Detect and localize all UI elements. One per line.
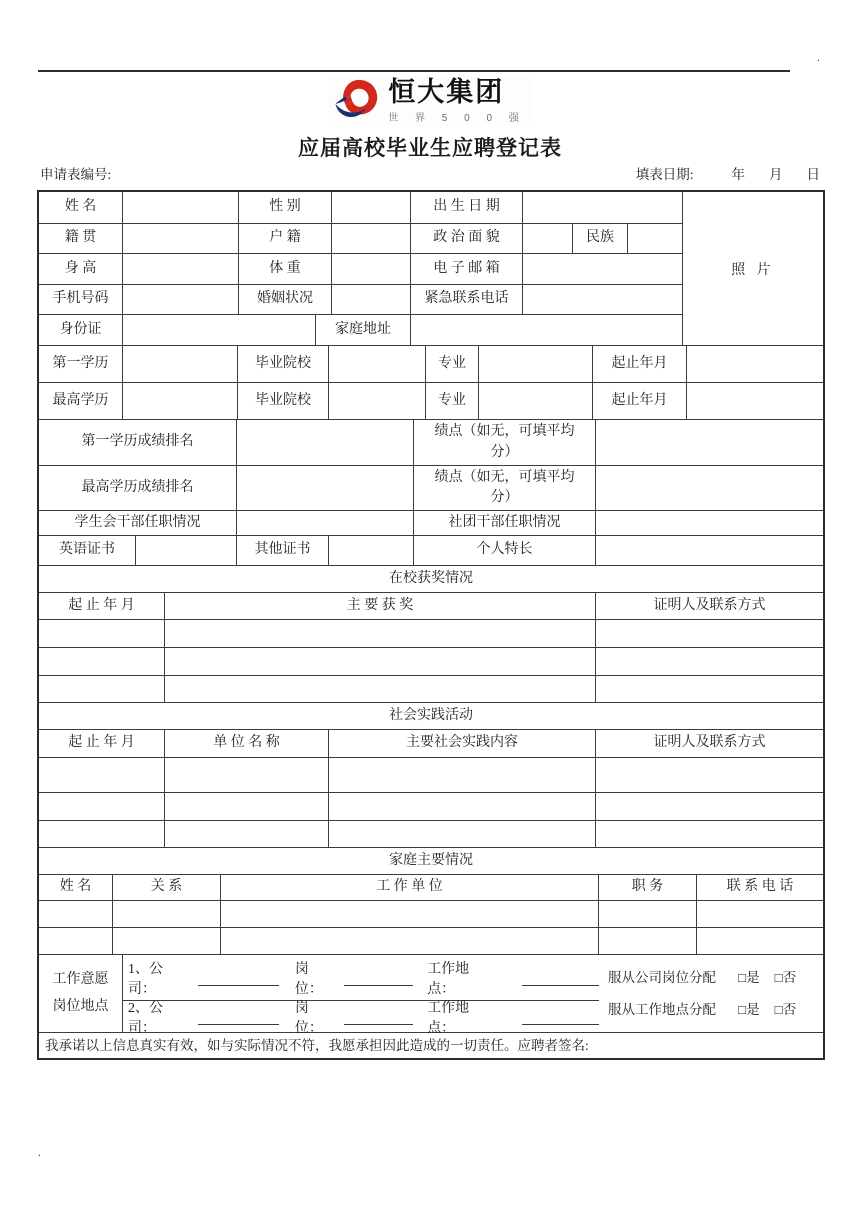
work-preference-label bbox=[39, 955, 123, 1032]
political-status-input-cell[interactable] bbox=[523, 224, 573, 253]
emergency-phone-input-cell[interactable] bbox=[523, 285, 683, 314]
row-highest-rank-gpa bbox=[39, 466, 823, 511]
awards-data-row bbox=[39, 620, 823, 648]
practice-col-period: 起 止 年 月 bbox=[39, 730, 165, 757]
family-title-cell[interactable] bbox=[599, 901, 697, 927]
family-section-title: 家庭主要情况 bbox=[389, 852, 473, 868]
practice-col-org: 单 位 名 称 bbox=[165, 730, 329, 757]
dob-input-cell[interactable] bbox=[523, 192, 683, 223]
id-card-label: 身份证 bbox=[39, 315, 123, 345]
highest-rank-input-cell[interactable] bbox=[237, 466, 414, 510]
height-input-cell[interactable] bbox=[123, 254, 239, 284]
political-status-label: 政 治 面 貌 bbox=[411, 224, 523, 253]
marital-input-cell[interactable] bbox=[332, 285, 411, 314]
award-main-cell[interactable] bbox=[165, 676, 596, 702]
awards-header-row bbox=[39, 593, 823, 620]
emergency-phone-label: 紧急联系电话 bbox=[411, 285, 523, 314]
family-title-cell[interactable] bbox=[599, 928, 697, 954]
family-org-cell[interactable] bbox=[221, 928, 599, 954]
sex-label: 性 别 bbox=[239, 192, 332, 223]
row-native-household-political bbox=[39, 224, 683, 254]
choice1-location-label: 工作地点： bbox=[427, 961, 470, 997]
practice-section-title-row bbox=[39, 703, 823, 730]
stray-dot-bottom-left: . bbox=[38, 1147, 41, 1159]
name-input-cell[interactable] bbox=[123, 192, 239, 223]
first-major-input-cell[interactable] bbox=[479, 346, 593, 382]
obey-post-yes-checkbox[interactable]: □是 bbox=[738, 969, 760, 985]
form-number-label: 申请表编号: bbox=[40, 167, 112, 182]
first-school-input-cell[interactable] bbox=[329, 346, 426, 382]
student-union-label: 学生会干部任职情况 bbox=[39, 511, 237, 535]
first-gpa-label: 绩点（如无，可填平均分） bbox=[414, 420, 596, 465]
application-table bbox=[37, 190, 825, 1060]
awards-data-row bbox=[39, 676, 823, 703]
award-period-cell[interactable] bbox=[39, 620, 165, 647]
awards-section-title-row bbox=[39, 566, 823, 593]
row-name-sex-dob bbox=[39, 192, 683, 224]
company-logo bbox=[0, 76, 860, 126]
first-school-label: 毕业院校 bbox=[238, 346, 329, 382]
email-label: 电 子 邮 箱 bbox=[411, 254, 523, 284]
award-ref-cell[interactable] bbox=[596, 676, 823, 702]
family-col-phone: 联 系 电 话 bbox=[726, 879, 794, 895]
first-period-input-cell[interactable] bbox=[687, 346, 823, 382]
highest-period-label: 起止年月 bbox=[593, 383, 687, 419]
choice1-company-label: 1、公司： bbox=[128, 961, 163, 997]
practice-col-ref: 证明人及联系方式 bbox=[653, 735, 766, 751]
native-place-label: 籍 贯 bbox=[39, 224, 123, 253]
practice-data-row bbox=[39, 821, 823, 848]
year-label: 年 bbox=[731, 167, 745, 182]
row-first-rank-gpa bbox=[39, 420, 823, 466]
declaration-row bbox=[39, 1033, 823, 1058]
row-first-degree bbox=[39, 346, 823, 383]
awards-col-ref: 证明人及联系方式 bbox=[653, 597, 766, 613]
highest-major-label: 专业 bbox=[426, 383, 479, 419]
ethnic-label: 民族 bbox=[573, 224, 628, 253]
highest-period-input-cell[interactable] bbox=[687, 383, 823, 419]
family-col-name: 姓 名 bbox=[39, 875, 113, 900]
basic-info-left bbox=[39, 192, 683, 345]
practice-period-cell[interactable] bbox=[39, 821, 165, 847]
obey-post-label: 服从公司岗位分配 bbox=[608, 969, 716, 985]
id-card-input-cell[interactable] bbox=[123, 315, 316, 345]
award-ref-cell[interactable] bbox=[596, 648, 823, 675]
highest-gpa-label: 绩点（如无，可填平均分） bbox=[414, 466, 596, 510]
evergrande-emblem-icon bbox=[334, 78, 382, 124]
english-cert-input-cell[interactable] bbox=[136, 536, 237, 565]
highest-gpa-input-cell[interactable] bbox=[596, 466, 823, 510]
specialty-input-cell[interactable] bbox=[596, 536, 823, 565]
row-cadre bbox=[39, 511, 823, 536]
fill-date-label: 填表日期: bbox=[635, 167, 694, 182]
practice-org-cell[interactable] bbox=[165, 793, 329, 820]
highest-school-label: 毕业院校 bbox=[238, 383, 329, 419]
household-label: 户 籍 bbox=[239, 224, 332, 253]
first-rank-input-cell[interactable] bbox=[237, 420, 414, 465]
mobile-input-cell[interactable] bbox=[123, 285, 239, 314]
work-choice-row-1 bbox=[123, 955, 599, 1001]
english-cert-label: 英语证书 bbox=[39, 536, 136, 565]
first-degree-input-cell[interactable] bbox=[123, 346, 238, 382]
award-ref-cell[interactable] bbox=[596, 620, 823, 647]
first-gpa-input-cell[interactable] bbox=[596, 420, 823, 465]
email-input-cell[interactable] bbox=[523, 254, 683, 284]
practice-col-content: 主要社会实践内容 bbox=[329, 730, 596, 757]
month-label: 月 bbox=[769, 167, 783, 182]
award-main-cell[interactable] bbox=[165, 648, 596, 675]
practice-period-cell[interactable] bbox=[39, 758, 165, 792]
row-highest-degree bbox=[39, 383, 823, 420]
marital-label: 婚姻状况 bbox=[239, 285, 332, 314]
practice-period-cell[interactable] bbox=[39, 793, 165, 820]
award-period-cell[interactable] bbox=[39, 648, 165, 675]
home-address-label: 家庭地址 bbox=[316, 315, 411, 345]
mobile-label: 手机号码 bbox=[39, 285, 123, 314]
work-preference-middle bbox=[123, 955, 599, 1036]
weight-input-cell[interactable] bbox=[332, 254, 411, 284]
first-rank-label: 第一学历成绩排名 bbox=[39, 420, 237, 465]
choice2-company-label: 2、公司： bbox=[128, 1000, 163, 1036]
highest-major-input-cell[interactable] bbox=[479, 383, 593, 419]
practice-content-cell[interactable] bbox=[329, 758, 596, 792]
family-phone-cell[interactable] bbox=[697, 901, 823, 927]
stray-dot-top-right: . bbox=[817, 52, 820, 64]
obey-location-line bbox=[599, 1000, 823, 1020]
choice2-location-label: 工作地点： bbox=[427, 1000, 470, 1036]
family-name-cell[interactable] bbox=[39, 901, 113, 927]
first-major-label: 专业 bbox=[426, 346, 479, 382]
company-tagline: 世 界 5 0 0 强 bbox=[388, 112, 526, 124]
highest-degree-label: 最高学历 bbox=[39, 383, 123, 419]
student-union-input-cell[interactable] bbox=[237, 511, 414, 535]
work-preference-label-line2: 岗位地点 bbox=[52, 998, 109, 1014]
club-cadre-label: 社团干部任职情况 bbox=[414, 511, 596, 535]
choice1-location-input[interactable] bbox=[522, 970, 599, 986]
family-col-org: 工 作 单 位 bbox=[221, 875, 599, 900]
obey-location-no-checkbox[interactable]: □否 bbox=[774, 1001, 797, 1017]
family-org-cell[interactable] bbox=[221, 901, 599, 927]
highest-rank-label: 最高学历成绩排名 bbox=[39, 466, 237, 510]
form-title: 应届高校毕业生应聘登记表 bbox=[298, 136, 562, 160]
choice1-post-input[interactable] bbox=[344, 970, 413, 986]
family-data-row bbox=[39, 928, 823, 955]
row-id-address bbox=[39, 315, 683, 345]
basic-info-section bbox=[39, 192, 823, 345]
company-name: 恒大集团 bbox=[388, 77, 505, 108]
choice1-post-label: 岗位： bbox=[294, 961, 323, 997]
family-relation-cell[interactable] bbox=[113, 928, 221, 954]
award-period-cell[interactable] bbox=[39, 676, 165, 702]
highest-degree-input-cell[interactable] bbox=[123, 383, 238, 419]
awards-section-title: 在校获奖情况 bbox=[389, 570, 473, 586]
obey-post-line bbox=[599, 968, 823, 988]
work-preference-label-line1: 工作意愿 bbox=[52, 971, 109, 987]
meta-line bbox=[40, 163, 826, 183]
home-address-input-cell[interactable] bbox=[411, 315, 683, 345]
highest-school-input-cell[interactable] bbox=[329, 383, 426, 419]
company-logo-inner bbox=[328, 76, 532, 126]
company-logo-text-block bbox=[388, 78, 526, 123]
row-height-weight-email bbox=[39, 254, 683, 285]
obey-location-yes-checkbox[interactable]: □是 bbox=[738, 1001, 760, 1017]
other-cert-label: 其他证书 bbox=[237, 536, 329, 565]
practice-header-row bbox=[39, 730, 823, 758]
practice-org-cell[interactable] bbox=[165, 758, 329, 792]
work-preference-section bbox=[39, 955, 823, 1036]
first-period-label: 起止年月 bbox=[593, 346, 687, 382]
family-relation-cell[interactable] bbox=[113, 901, 221, 927]
row-mobile-marital-emergency bbox=[39, 285, 683, 315]
obey-post-no-checkbox[interactable]: □否 bbox=[774, 969, 797, 985]
club-cadre-input-cell[interactable] bbox=[596, 511, 823, 535]
practice-data-row bbox=[39, 758, 823, 793]
practice-ref-cell[interactable] bbox=[596, 758, 823, 792]
award-main-cell[interactable] bbox=[165, 620, 596, 647]
work-choice-row-2 bbox=[123, 1000, 599, 1036]
sex-input-cell[interactable] bbox=[332, 192, 411, 223]
name-label: 姓 名 bbox=[39, 192, 123, 223]
weight-label: 体 重 bbox=[239, 254, 332, 284]
choice1-company-input[interactable] bbox=[198, 970, 279, 986]
practice-org-cell[interactable] bbox=[165, 821, 329, 847]
practice-content-cell[interactable] bbox=[329, 821, 596, 847]
practice-section-title: 社会实践活动 bbox=[389, 707, 473, 723]
family-col-relation: 关 系 bbox=[113, 875, 221, 900]
other-cert-input-cell[interactable] bbox=[329, 536, 414, 565]
row-certificates bbox=[39, 536, 823, 566]
family-col-title: 职 务 bbox=[599, 875, 697, 900]
declaration-text: 我承诺以上信息真实有效，如与实际情况不符，我愿承担因此造成的一切责任。应聘者签名: bbox=[45, 1037, 589, 1053]
household-input-cell[interactable] bbox=[332, 224, 411, 253]
family-section-title-row bbox=[39, 848, 823, 875]
fill-date-group bbox=[636, 163, 826, 183]
practice-content-cell[interactable] bbox=[329, 793, 596, 820]
specialty-label: 个人特长 bbox=[414, 536, 596, 565]
choice2-company-input[interactable] bbox=[198, 1009, 279, 1025]
first-degree-label: 第一学历 bbox=[39, 346, 123, 382]
day-label: 日 bbox=[806, 167, 820, 182]
family-phone-cell[interactable] bbox=[697, 928, 823, 954]
choice2-post-label: 岗位： bbox=[294, 1000, 323, 1036]
height-label: 身 高 bbox=[39, 254, 123, 284]
awards-col-main: 主 要 获 奖 bbox=[165, 593, 596, 619]
top-rule bbox=[38, 70, 790, 72]
obey-assignment-cell bbox=[599, 955, 823, 1032]
family-header-row bbox=[39, 875, 823, 901]
dob-label: 出 生 日 期 bbox=[411, 192, 523, 223]
practice-ref-cell[interactable] bbox=[596, 793, 823, 820]
practice-ref-cell[interactable] bbox=[596, 821, 823, 847]
ethnic-input-cell[interactable] bbox=[628, 224, 683, 253]
choice2-location-input[interactable] bbox=[522, 1009, 599, 1025]
awards-data-row bbox=[39, 648, 823, 676]
choice2-post-input[interactable] bbox=[344, 1009, 413, 1025]
native-place-input-cell[interactable] bbox=[123, 224, 239, 253]
photo-cell[interactable]: 照 片 bbox=[731, 262, 775, 278]
obey-location-label: 服从工作地点分配 bbox=[608, 1001, 716, 1017]
practice-data-row bbox=[39, 793, 823, 821]
awards-col-period: 起 止 年 月 bbox=[39, 593, 165, 619]
family-data-row bbox=[39, 901, 823, 928]
family-name-cell[interactable] bbox=[39, 928, 113, 954]
